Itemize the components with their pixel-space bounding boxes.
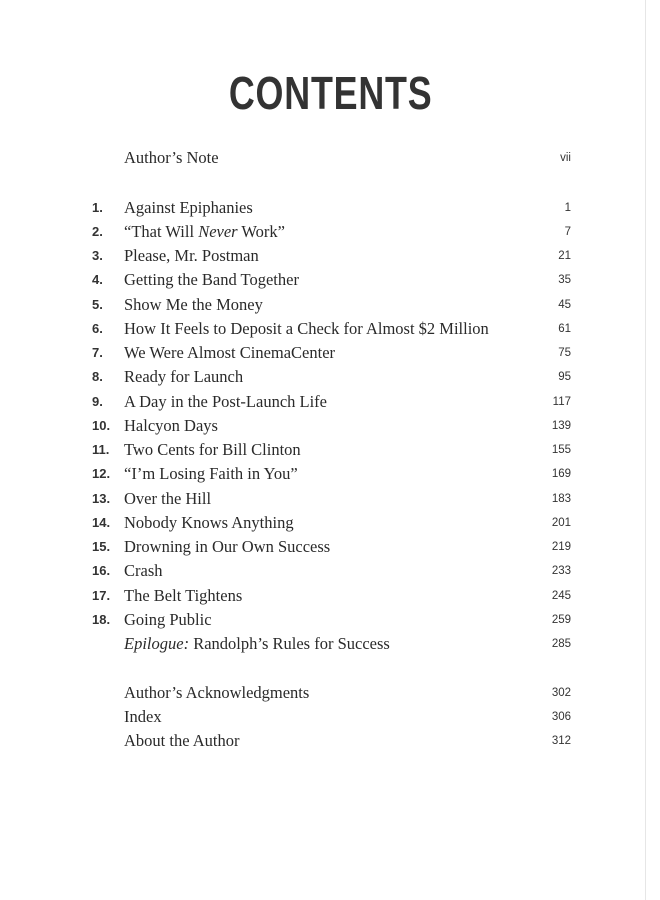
chapter-number: 4. <box>92 272 103 287</box>
toc-chapter-17[interactable] <box>0 584 660 608</box>
chapter-title: A Day in the Post-Launch Life <box>124 392 327 411</box>
toc-chapter-5[interactable] <box>0 293 660 317</box>
chapter-number: 2. <box>92 224 103 239</box>
chapter-number: 16. <box>92 563 111 578</box>
chapter-title: Getting the Band Together <box>124 270 299 289</box>
chapter-number: 18. <box>92 612 111 627</box>
toc-entry-page: vii <box>560 152 571 164</box>
toc-chapter-9[interactable] <box>0 390 660 414</box>
chapter-title: Against Epiphanies <box>124 198 253 217</box>
toc-chapter-13[interactable] <box>0 487 660 511</box>
chapter-title: Crash <box>124 561 163 580</box>
chapter-number: 7. <box>92 345 103 360</box>
toc-chapter-10[interactable] <box>0 414 660 438</box>
chapter-page: 233 <box>551 565 571 577</box>
toc-chapter-6[interactable] <box>0 317 660 341</box>
toc-entry-page: 302 <box>551 687 571 699</box>
chapter-title: How It Feels to Deposit a Check for Almost $2 Million <box>124 319 489 338</box>
toc-entry-authors-note[interactable] <box>0 146 660 170</box>
chapter-title: Over the Hill <box>124 489 212 508</box>
chapter-number: 11. <box>92 442 110 457</box>
toc-chapter-11[interactable] <box>0 438 660 462</box>
toc-entry-label: Author’s Acknowledgments <box>124 683 310 702</box>
toc-entry-about-author[interactable] <box>0 729 660 753</box>
toc-chapter-15[interactable] <box>0 535 660 559</box>
epilogue-page: 285 <box>551 638 571 650</box>
chapter-number: 13. <box>92 491 111 506</box>
chapter-title: Please, Mr. Postman <box>124 246 259 265</box>
toc-chapter-18[interactable] <box>0 608 660 632</box>
chapter-page: 259 <box>551 614 571 626</box>
chapter-title: Ready for Launch <box>124 367 244 386</box>
chapter-title: Show Me the Money <box>124 295 263 314</box>
page-title: CONTENTS <box>228 67 433 119</box>
toc-chapter-12[interactable] <box>0 462 660 486</box>
chapter-title: “That Will Never Work” <box>124 222 285 241</box>
chapter-number: 17. <box>92 588 111 603</box>
chapter-page: 245 <box>551 590 571 602</box>
chapter-page: 183 <box>551 493 571 505</box>
toc-chapter-3[interactable] <box>0 244 660 268</box>
chapter-title: Two Cents for Bill Clinton <box>124 440 301 459</box>
chapter-page: 95 <box>558 371 571 383</box>
chapter-title: Drowning in Our Own Success <box>124 537 331 556</box>
chapter-number: 10. <box>92 418 111 433</box>
chapter-title: We Were Almost CinemaCenter <box>124 343 336 362</box>
toc-entry-acknowledgments[interactable] <box>0 681 660 705</box>
chapter-title: Halcyon Days <box>124 416 218 435</box>
chapter-number: 8. <box>92 369 103 384</box>
toc-epilogue[interactable] <box>0 632 660 656</box>
toc-chapter-14[interactable] <box>0 511 660 535</box>
chapter-page: 61 <box>558 323 571 335</box>
chapter-page: 169 <box>551 468 571 480</box>
chapter-number: 12. <box>92 466 111 481</box>
chapter-number: 3. <box>92 248 103 263</box>
toc-entry-index[interactable] <box>0 705 660 729</box>
toc-entry-page: 312 <box>551 735 571 747</box>
toc-chapter-8[interactable] <box>0 365 660 389</box>
toc-entry-label: Index <box>124 707 162 726</box>
chapter-page: 155 <box>551 444 571 456</box>
chapter-number: 6. <box>92 321 103 336</box>
chapter-number: 1. <box>92 200 103 215</box>
chapter-page: 45 <box>558 299 571 311</box>
chapter-title: “I’m Losing Faith in You” <box>124 464 298 483</box>
toc-chapter-7[interactable] <box>0 341 660 365</box>
chapter-page: 1 <box>564 202 571 214</box>
chapter-page: 35 <box>558 274 571 286</box>
toc-chapter-4[interactable] <box>0 268 660 292</box>
chapter-page: 117 <box>552 396 571 408</box>
chapter-page: 21 <box>558 250 571 262</box>
epilogue-title: Epilogue: Randolph’s Rules for Success <box>124 634 390 653</box>
chapter-number: 14. <box>92 515 111 530</box>
chapter-title: Nobody Knows Anything <box>124 513 294 532</box>
toc-entry-page: 306 <box>551 711 571 723</box>
chapter-page: 219 <box>551 541 571 553</box>
chapter-page: 201 <box>551 517 571 529</box>
toc-chapter-2[interactable] <box>0 220 660 244</box>
chapter-number: 15. <box>92 539 111 554</box>
chapter-title: Going Public <box>124 610 212 629</box>
chapter-number: 9. <box>92 394 103 409</box>
toc-entry-label: Author’s Note <box>124 148 219 167</box>
toc-chapter-16[interactable] <box>0 559 660 583</box>
chapter-title: The Belt Tightens <box>124 586 243 605</box>
toc-chapter-1[interactable] <box>0 196 660 220</box>
chapter-page: 7 <box>564 226 571 238</box>
chapter-number: 5. <box>92 297 103 312</box>
chapter-page: 139 <box>551 420 571 432</box>
toc-entry-label: About the Author <box>124 731 240 750</box>
chapter-page: 75 <box>558 347 571 359</box>
